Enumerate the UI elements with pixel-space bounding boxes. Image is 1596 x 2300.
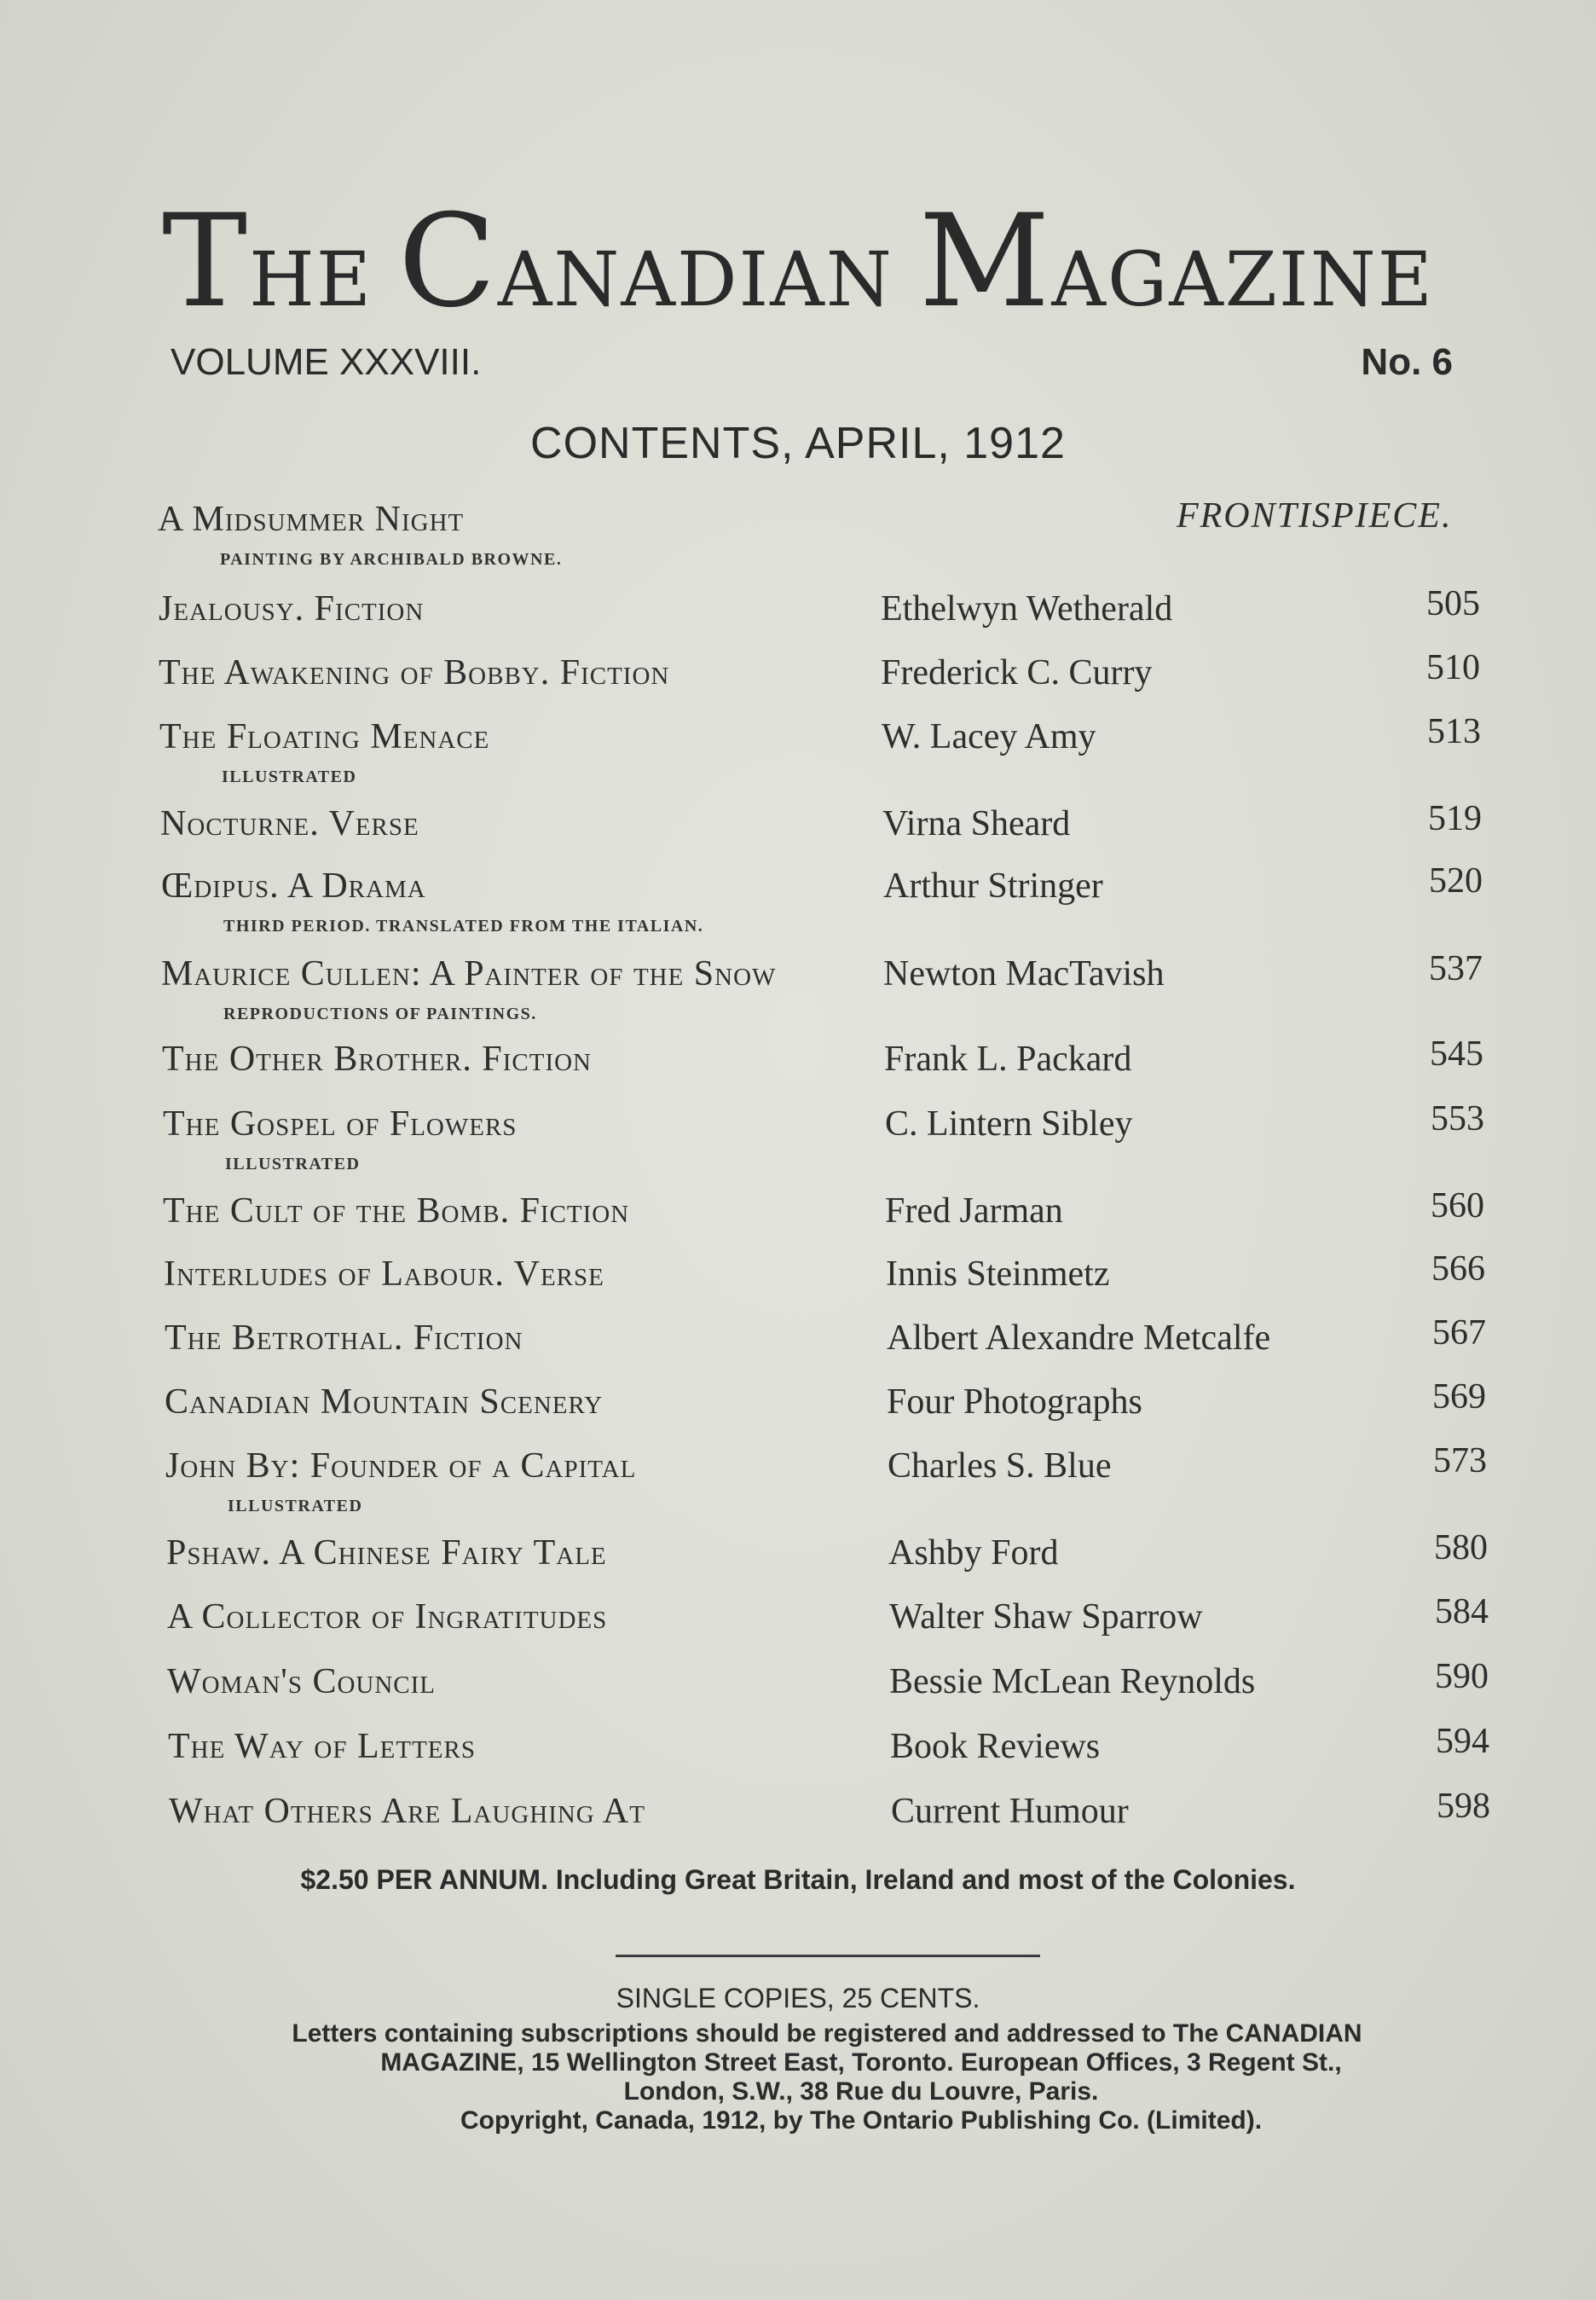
entry-title: Jealousy. Fiction — [159, 589, 425, 629]
entry-author: Innis Steinmetz — [886, 1254, 1110, 1294]
entry-title: The Betrothal. Fiction — [165, 1318, 523, 1358]
page-number: 510 — [1426, 648, 1480, 687]
single-copies-price: SINGLE COPIES, 25 CENTS. — [616, 1983, 980, 2013]
page-number: 505 — [1426, 584, 1480, 623]
entry-title: The Gospel of Flowers — [163, 1104, 518, 1144]
entry-author: Ethelwyn Wetherald — [881, 589, 1173, 629]
page-number: 569 — [1432, 1377, 1486, 1416]
publisher-notice — [205, 2019, 1518, 2135]
entry-author: Frederick C. Curry — [881, 653, 1153, 692]
entry-author: Virna Sheard — [882, 804, 1071, 843]
entry-author: Newton MacTavish — [883, 954, 1165, 994]
masthead-letters: AGAZINE — [1051, 235, 1434, 323]
entry-author: Albert Alexandre Metcalfe — [887, 1318, 1271, 1358]
entry-author: Four Photographs — [887, 1382, 1142, 1422]
entry-author: Ashby Ford — [888, 1533, 1059, 1573]
entry-title: A Midsummer Night — [158, 500, 465, 539]
page-number: 545 — [1430, 1034, 1483, 1074]
entry-title: Canadian Mountain Scenery — [165, 1382, 604, 1422]
entry-title: A Collector of Ingratitudes — [167, 1597, 608, 1637]
entry-title: The Cult of the Bomb. Fiction — [163, 1191, 630, 1231]
entry-author: Arthur Stringer — [883, 866, 1103, 906]
entry-subtitle: THIRD PERIOD. TRANSLATED FROM THE ITALIAN. — [223, 917, 704, 936]
entry-subtitle: PAINTING BY ARCHIBALD BROWNE. — [220, 550, 563, 569]
entry-title: John By: Founder of a Capital — [165, 1446, 637, 1486]
page-number: 567 — [1432, 1313, 1486, 1353]
entry-title: The Other Brother. Fiction — [162, 1040, 592, 1079]
entry-title: What Others Are Laughing At — [169, 1792, 645, 1831]
page-number: 519 — [1428, 799, 1482, 838]
page-number: 537 — [1429, 949, 1483, 988]
page-number: 573 — [1433, 1441, 1487, 1480]
entry-author: Book Reviews — [890, 1727, 1101, 1766]
entry-title: Maurice Cullen: A Painter of the Snow — [161, 954, 777, 994]
entry-author: Current Humour — [891, 1792, 1129, 1831]
subscription-price: $2.50 PER ANNUM. Including Great Britain, Ireland and most of the Colonies. — [300, 1864, 1296, 1895]
page-number: 598 — [1437, 1787, 1490, 1826]
notice-line: Copyright, Canada, 1912, by The Ontario Publishing Co. (Limited). — [460, 2106, 1263, 2135]
notice-line: London, S.W., 38 Rue du Louvre, Paris. — [623, 2077, 1099, 2106]
entry-subtitle: ILLUSTRATED — [222, 768, 357, 786]
entry-subtitle: REPRODUCTIONS OF PAINTINGS. — [223, 1005, 537, 1023]
page-number: 520 — [1429, 861, 1483, 901]
entry-title: The Floating Menace — [159, 717, 490, 756]
page-number: 594 — [1436, 1722, 1489, 1761]
entry-title: The Awakening of Bobby. Fiction — [159, 653, 670, 692]
masthead-letter: M — [918, 188, 1052, 336]
volume-label: VOLUME XXXVIII. — [171, 341, 482, 383]
notice-line: Letters containing subscriptions should be registered and addressed to The CANADIAN — [292, 2019, 1362, 2048]
page-number: 580 — [1434, 1528, 1488, 1567]
entry-title: Pshaw. A Chinese Fairy Tale — [166, 1533, 607, 1573]
entry-title: Nocturne. Verse — [160, 804, 419, 843]
entry-title: The Way of Letters — [168, 1727, 476, 1766]
frontispiece-label: FRONTISPIECE. — [1177, 496, 1453, 536]
page-number: 553 — [1431, 1099, 1484, 1138]
entry-title: Interludes of Labour. Verse — [164, 1254, 604, 1294]
issue-number: No. 6 — [1361, 341, 1453, 383]
divider — [616, 1955, 1040, 1957]
entry-title: Œdipus. A Drama — [161, 866, 426, 906]
notice-line: MAGAZINE, 15 Wellington Street East, Toronto. European Offices, 3 Regent St., — [380, 2048, 1342, 2077]
contents-heading: CONTENTS, APRIL, 1912 — [530, 419, 1066, 468]
entry-author: Bessie McLean Reynolds — [889, 1662, 1256, 1701]
page-number: 590 — [1435, 1657, 1489, 1696]
masthead-letters: HE — [249, 235, 399, 323]
page-number: 584 — [1435, 1592, 1489, 1631]
entry-author: C. Lintern Sibley — [885, 1104, 1133, 1144]
entry-subtitle: ILLUSTRATED — [228, 1497, 363, 1515]
masthead-letter: T — [162, 188, 250, 336]
entry-title: Woman's Council — [167, 1662, 437, 1701]
page-number: 560 — [1431, 1186, 1484, 1225]
entry-author: Walter Shaw Sparrow — [889, 1597, 1203, 1637]
masthead-letter: C — [398, 188, 498, 336]
masthead-letters: ANADIAN — [497, 235, 919, 323]
entry-author: W. Lacey Amy — [882, 717, 1096, 756]
entry-author: Charles S. Blue — [888, 1446, 1112, 1486]
entry-subtitle: ILLUSTRATED — [225, 1155, 361, 1173]
entry-author: Frank L. Packard — [884, 1040, 1132, 1079]
page-number: 566 — [1431, 1249, 1485, 1289]
entry-author: Fred Jarman — [885, 1191, 1063, 1231]
page-number: 513 — [1427, 712, 1481, 751]
